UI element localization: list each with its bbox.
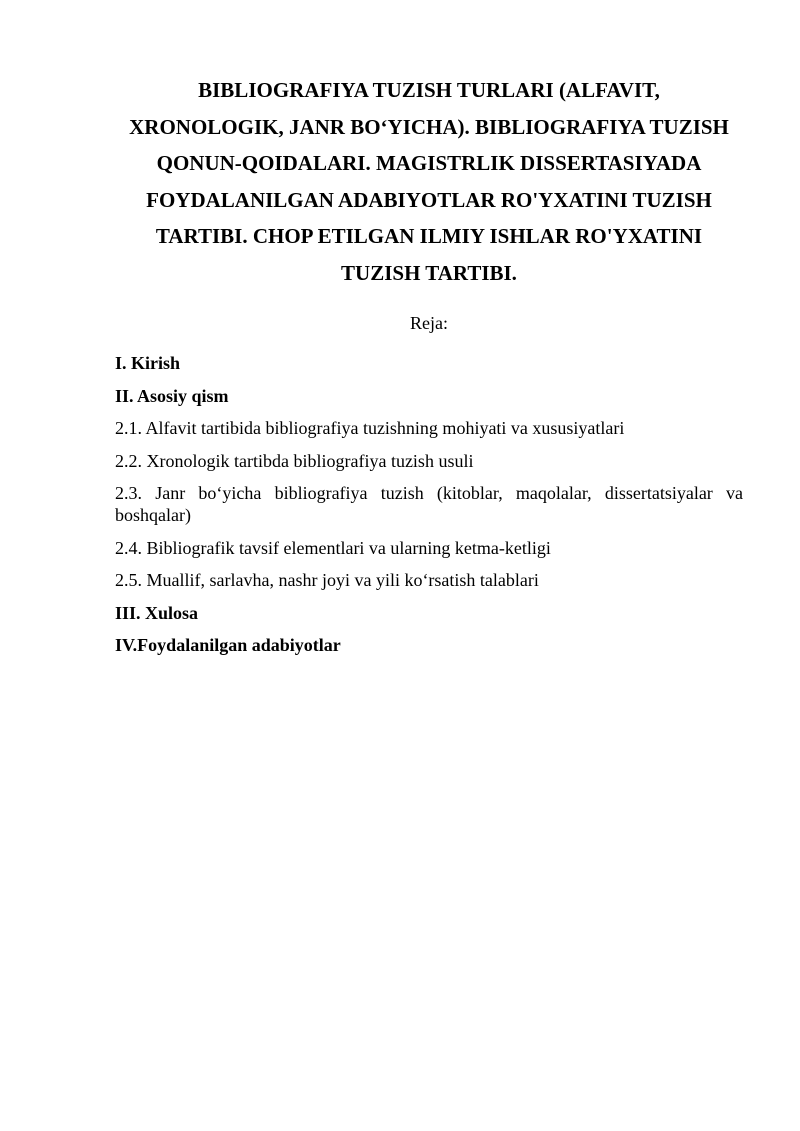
title-line: XRONOLOGIK, JANR BO‘YICHA). BIBLIOGRAFIYA TUZISH — [129, 114, 729, 139]
plan-item-2-1: 2.1. Alfavit tartibida bibliografiya tuzishning mohiyati va xususiyatlari — [115, 418, 625, 438]
document-title — [105, 72, 753, 291]
plan-item-2-3: 2.3. Janr bo‘yicha bibliografiya tuzish (kitoblar, maqolalar, dissertatsiyalar va boshqalar) — [115, 483, 743, 525]
plan-item-2-5: 2.5. Muallif, sarlavha, nashr joyi va yili ko‘rsatish talablari — [115, 570, 539, 590]
title-line: FOYDALANILGAN ADABIYOTLAR RO'YXATINI TUZISH — [146, 187, 712, 212]
plan-item-2-2: 2.2. Xronologik tartibda bibliografiya tuzish usuli — [115, 450, 474, 471]
plan-item-xulosa: III. Xulosa — [115, 602, 199, 623]
title-line: TARTIBI. CHOP ETILGAN ILMIY ISHLAR RO'YXATINI — [155, 224, 703, 248]
title-line: TUZISH TARTIBI. — [341, 260, 517, 285]
plan-item-adabiyotlar: IV.Foydalanilgan adabiyotlar — [115, 635, 341, 655]
plan-item-asosiy-qism: II. Asosiy qism — [115, 385, 229, 406]
plan-list — [115, 352, 743, 667]
plan-item-2-4: 2.4. Bibliografik tavsif elementlari va ularning ketma-ketligi — [115, 537, 551, 558]
plan-heading: Reja: — [410, 313, 448, 333]
title-line: BIBLIOGRAFIYA TUZISH TURLARI (ALFAVIT, — [198, 78, 660, 102]
plan-item-kirish: I. Kirish — [115, 353, 181, 373]
title-line: QONUN-QOIDALARI. MAGISTRLIK DISSERTASIYADA — [156, 151, 702, 175]
